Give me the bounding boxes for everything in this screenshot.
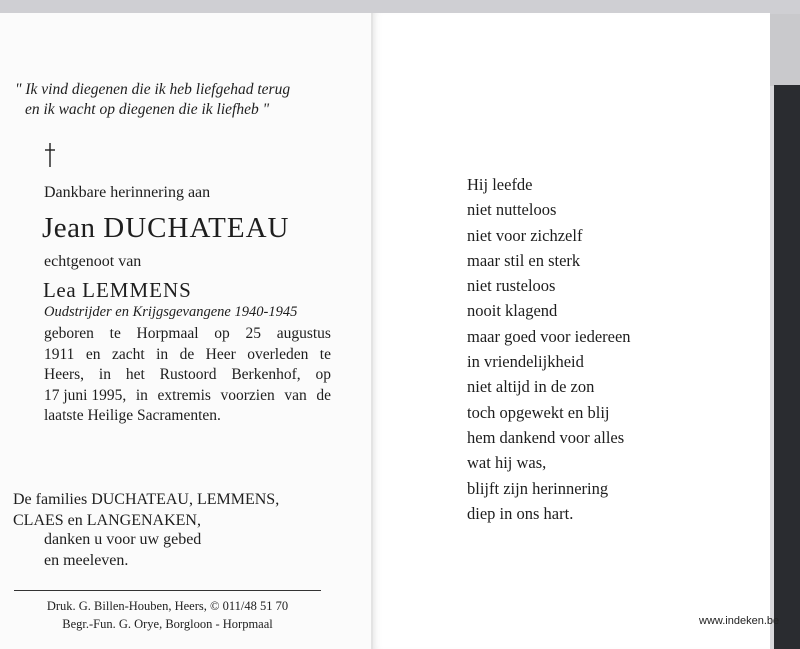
spouse-last-name: LEMMENS bbox=[82, 278, 192, 302]
quote-line-2: en ik wacht op diegenen die ik liefheb " bbox=[25, 101, 270, 118]
poem-line: niet altijd in de zon bbox=[467, 377, 595, 397]
bio-word: in bbox=[98, 366, 111, 383]
biography bbox=[44, 324, 331, 427]
source-watermark: www.indeken.be bbox=[699, 615, 780, 627]
memorial-quote bbox=[15, 80, 290, 120]
poem-line: diep in ons hart. bbox=[467, 503, 574, 523]
poem-line: toch opgewekt en blij bbox=[467, 402, 610, 422]
bio-line-4 bbox=[44, 386, 331, 407]
thanks-line-1: danken u voor uw gebed bbox=[44, 531, 202, 548]
deceased-last-name: DUCHATEAU bbox=[103, 212, 290, 244]
bio-word: augustus bbox=[276, 325, 331, 342]
poem-line: maar stil en sterk bbox=[467, 250, 581, 270]
memorial-poem bbox=[467, 172, 631, 526]
cross-icon bbox=[44, 142, 56, 168]
poem-line: in vriendelijkheid bbox=[467, 352, 584, 372]
footer-divider bbox=[14, 590, 321, 591]
poem-line: Hij leefde bbox=[467, 175, 533, 194]
spouse-name bbox=[43, 278, 192, 303]
printer-line-1: Druk. G. Billen-Houben, Heers, © 011/48 51 70 bbox=[46, 599, 289, 613]
bio-word: Berkenhof, bbox=[231, 366, 301, 383]
honor-title: Oudstrijder en Krijgsgevangene 1940-1945 bbox=[44, 304, 298, 320]
bio-line-3 bbox=[44, 365, 331, 386]
intro-text: Dankbare herinnering aan bbox=[44, 184, 211, 201]
bio-word: overleden bbox=[247, 345, 309, 363]
poem-line: blijft zijn herinnering bbox=[467, 478, 609, 498]
families-block bbox=[13, 490, 279, 531]
poem-line: nooit klagend bbox=[467, 301, 558, 321]
bio-word: Heer bbox=[205, 345, 236, 363]
poem-line: niet rusteloos bbox=[467, 276, 556, 296]
bio-word: Horpmaal bbox=[136, 325, 199, 342]
scan-background bbox=[768, 14, 800, 86]
printer-line-2: Begr.-Fun. G. Orye, Borgloon - Horpmaal bbox=[62, 617, 273, 631]
bio-word: het bbox=[125, 366, 145, 383]
spouse-prefix: echtgenoot van bbox=[44, 253, 142, 270]
bio-word: 17 juni 1995, bbox=[44, 386, 127, 404]
bio-word: 25 bbox=[245, 325, 261, 342]
bio-word: te bbox=[109, 325, 121, 342]
poem-line: wat hij was, bbox=[467, 453, 547, 473]
bio-word: 1911 bbox=[44, 345, 75, 363]
bio-word: voorzien bbox=[220, 386, 275, 404]
poem-line: niet voor zichzelf bbox=[467, 225, 583, 245]
bio-word: en bbox=[85, 345, 101, 363]
printer-credits bbox=[14, 597, 321, 633]
card-fold bbox=[371, 13, 373, 649]
quote-line-1: " Ik vind diegenen die ik heb liefgehad terug bbox=[15, 81, 291, 98]
families-line-2: CLAES en LANGENAKEN, bbox=[13, 511, 201, 529]
poem-line: maar goed voor iedereen bbox=[467, 326, 631, 346]
poem-line: niet nutteloos bbox=[467, 200, 557, 220]
bio-word: Heers, bbox=[44, 366, 85, 383]
scan-top-band bbox=[0, 0, 800, 14]
bio-word: van bbox=[284, 386, 307, 404]
deceased-first-name: Jean bbox=[42, 212, 96, 244]
bio-word: in bbox=[156, 345, 169, 363]
bio-word: op bbox=[214, 325, 230, 342]
bio-word: te bbox=[319, 345, 331, 363]
bio-line-1 bbox=[44, 324, 331, 345]
bio-line-2 bbox=[44, 345, 331, 366]
scanner-edge bbox=[774, 85, 800, 649]
bio-word: zacht bbox=[111, 345, 145, 363]
poem-line: hem dankend voor alles bbox=[467, 427, 625, 447]
bio-word: de bbox=[316, 386, 331, 404]
bio-word: de bbox=[179, 345, 195, 363]
deceased-name bbox=[42, 212, 290, 245]
bio-word: in bbox=[135, 386, 148, 404]
bio-word: extremis bbox=[157, 386, 211, 404]
spouse-first-name: Lea bbox=[43, 278, 77, 302]
families-line-1: De families DUCHATEAU, LEMMENS, bbox=[13, 491, 280, 508]
thanks-block bbox=[44, 530, 201, 571]
bio-word: op bbox=[315, 366, 331, 383]
bio-line-5: laatste Heilige Sacramenten. bbox=[44, 407, 221, 424]
bio-word: Rustoord bbox=[159, 366, 217, 383]
thanks-line-2: en meeleven. bbox=[44, 551, 129, 569]
bio-word: geboren bbox=[44, 325, 94, 342]
